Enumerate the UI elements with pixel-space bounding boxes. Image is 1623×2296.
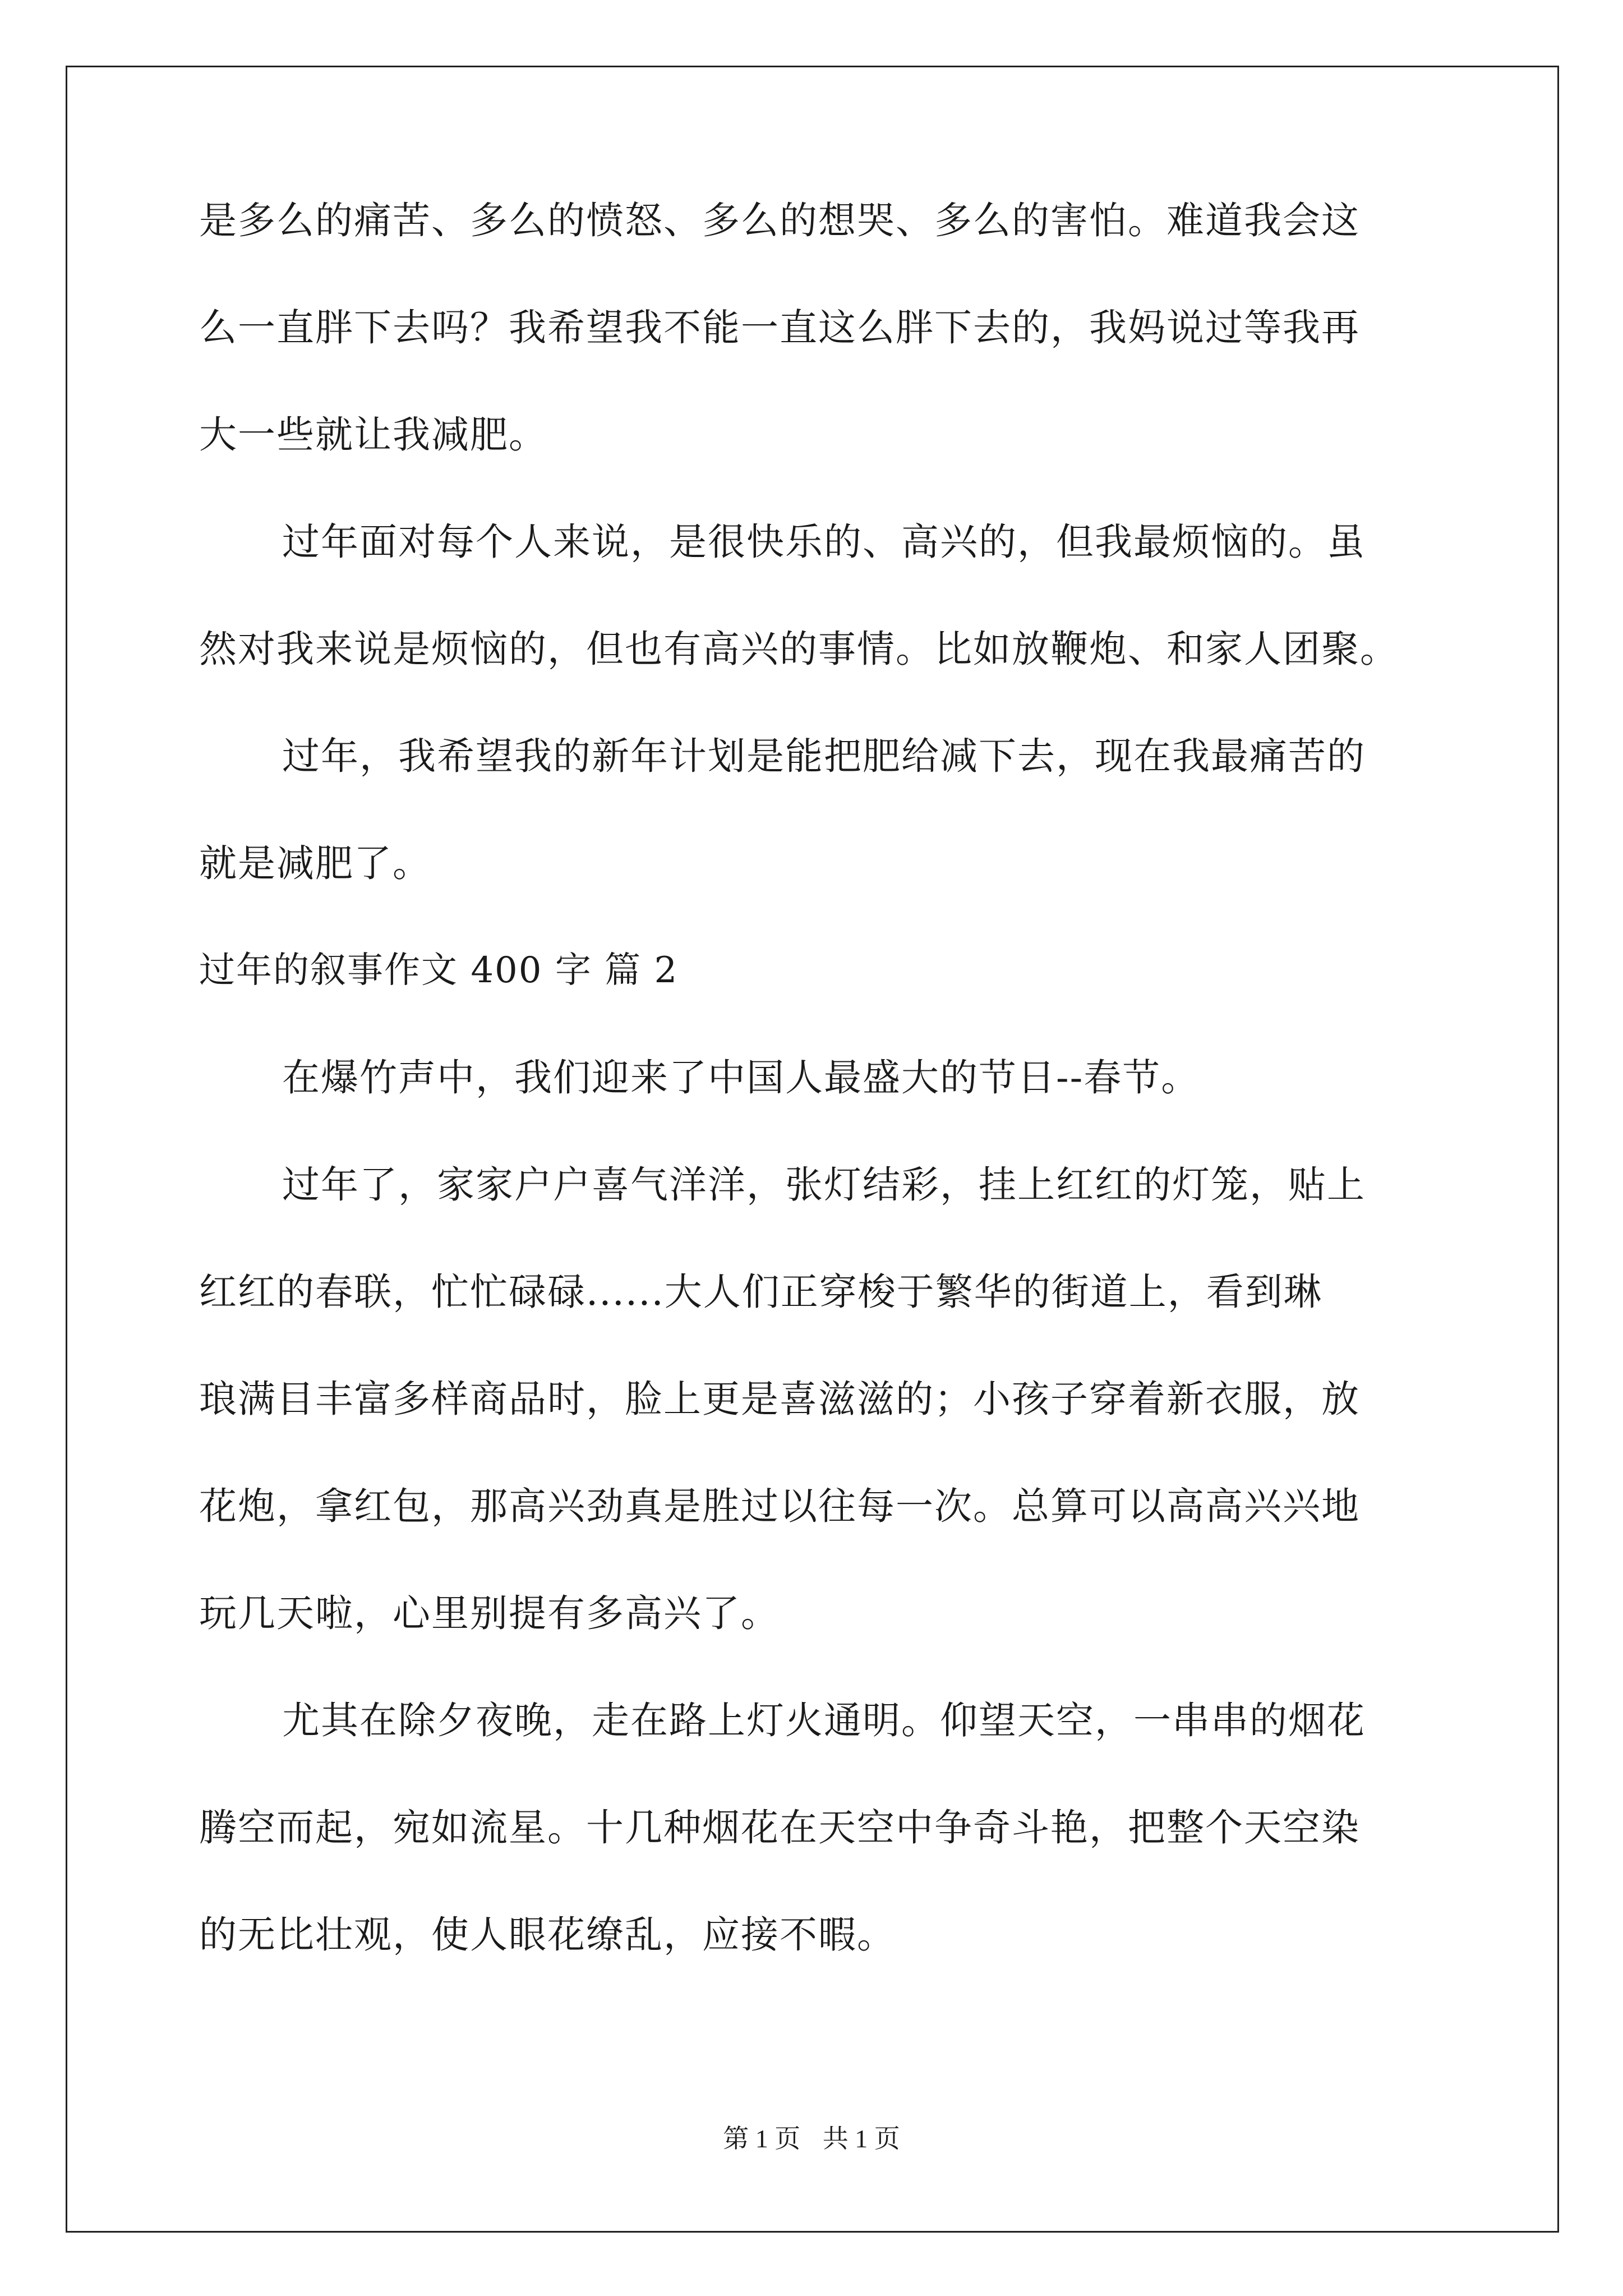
paragraph-first-line: 尤其在除夕夜晚，走在路上灯火通明。仰望天空，一串串的烟花 [282, 1699, 1366, 1742]
page-number-total: 共 1 页 [822, 2124, 900, 2153]
document-body [199, 199, 1438, 2023]
paragraph-first-line: 过年了，家家户户喜气洋洋，张灯结彩，挂上红红的灯笼，贴上 [282, 1163, 1366, 1207]
paragraph-first-line: 过年面对每个人来说，是很快乐的、高兴的，但我最烦恼的。虽 [282, 520, 1366, 564]
text-line: 腾空而起，宛如流星。十几种烟花在天空中争奇斗艳，把整个天空染 [199, 1806, 1360, 1849]
text-line: 琅满目丰富多样商品时，脸上更是喜滋滋的；小孩子穿着新衣服，放 [199, 1377, 1360, 1421]
text-line: 玩几天啦，心里别提有多高兴了。 [199, 1591, 780, 1635]
paragraph-first-line: 在爆竹声中，我们迎来了中国人最盛大的节日--春节。 [282, 1056, 1200, 1099]
paragraph-first-line: 过年，我希望我的新年计划是能把肥给减下去，现在我最痛苦的 [282, 734, 1366, 778]
text-line: 大一些就让我减肥。 [199, 413, 547, 457]
text-line: 花炮，拿红包，那高兴劲真是胜过以往每一次。总算可以高高兴兴地 [199, 1484, 1360, 1528]
text-line: 的无比壮观，使人眼花缭乱，应接不暇。 [199, 1913, 896, 1957]
text-line: 么一直胖下去吗？我希望我不能一直这么胖下去的，我妈说过等我再 [199, 306, 1360, 349]
page-footer [0, 2126, 1623, 2152]
text-line: 是多么的痛苦、多么的愤怒、多么的想哭、多么的害怕。难道我会这 [199, 199, 1360, 242]
text-line: 红红的春联，忙忙碌碌......大人们正穿梭于繁华的街道上，看到琳 [199, 1270, 1322, 1314]
text-line: 就是减肥了。 [199, 841, 431, 885]
text-line: 然对我来说是烦恼的，但也有高兴的事情。比如放鞭炮、和家人团聚。 [199, 627, 1399, 671]
page-number-current: 第 1 页 [723, 2124, 801, 2153]
section-heading: 过年的叙事作文 400 字 篇 2 [199, 950, 679, 991]
